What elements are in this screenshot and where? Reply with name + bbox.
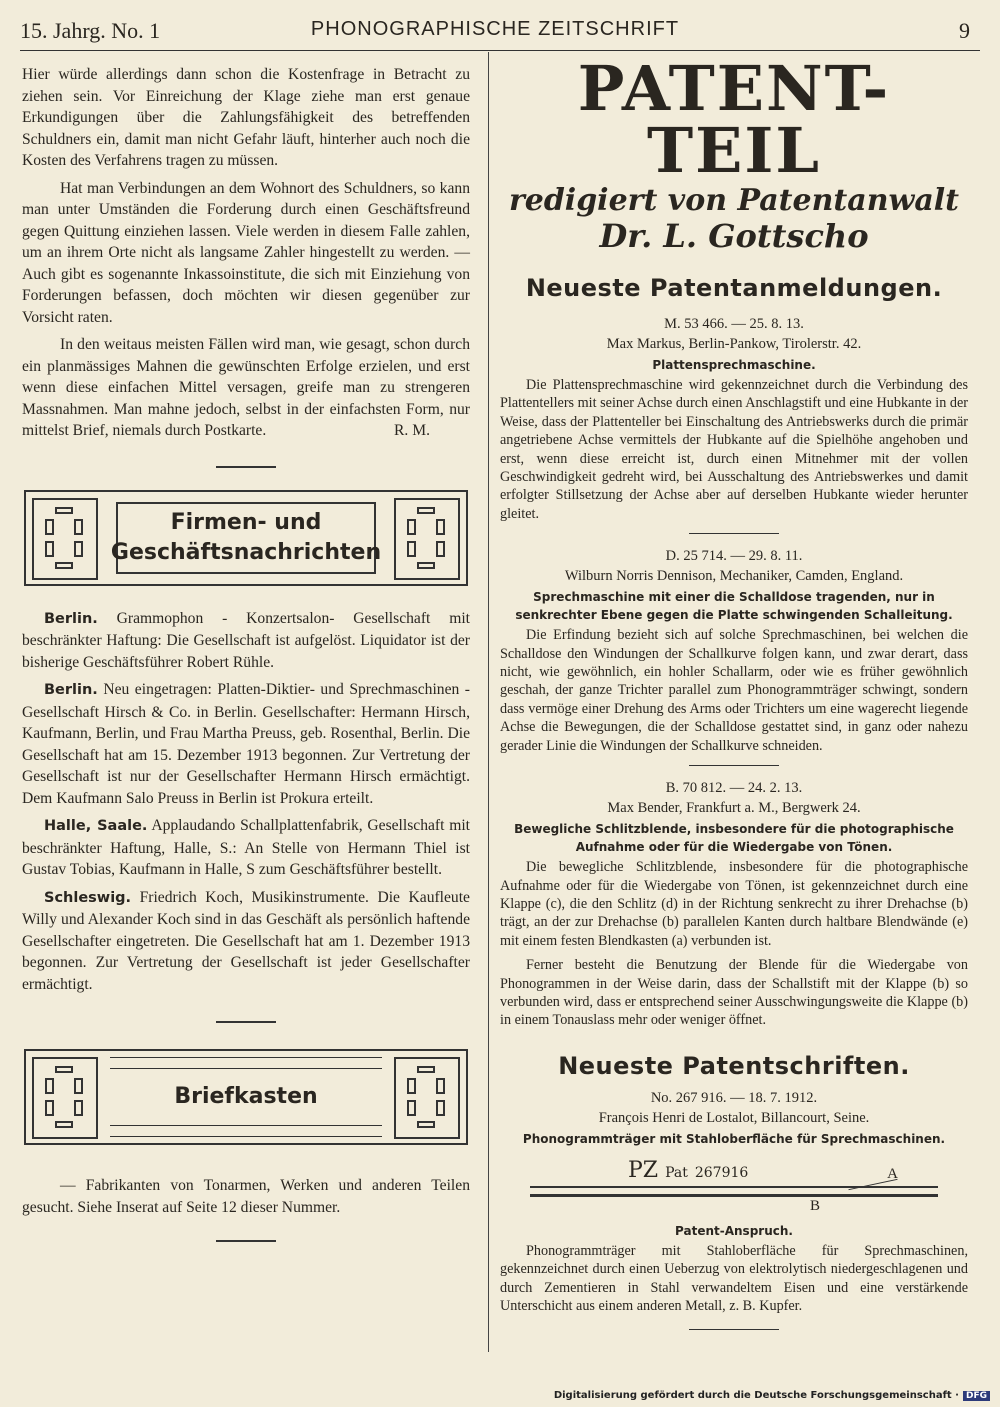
ornament-right (394, 498, 460, 580)
patent-applicant: Wilburn Norris Dennison, Mechaniker, Camden, England. (564, 568, 904, 585)
patent-entry (500, 546, 968, 755)
ornament-left (32, 498, 98, 580)
patent-masthead-subtitle: redigiert von Patentanwalt (508, 183, 960, 218)
section-divider (216, 1240, 276, 1242)
news-item: Berlin. Grammophon - Konzertsalon- Gesellschaft mit beschränkter Haftung: Die Gesellschaft ist aufgelöst. Liquidator ist der bisherige Geschäftsführer Robert Rühle. (22, 609, 470, 671)
header-rule (20, 50, 980, 51)
patent-applicant: François Henri de Lostalot, Billancourt, Seine. (598, 1109, 870, 1126)
column-rule (488, 52, 489, 1352)
patent-applicant: Max Markus, Berlin-Pankow, Tirolerstr. 42. (606, 336, 862, 352)
news-item: Berlin. Neu eingetragen: Platten-Diktier- und Sprechmaschinen - Gesellschaft Hirsch & Co. in Berlin. Gesellschafter: Hermann Hirsch, Kaufmann, Berlin, und Frau Martha Preuss, geb. Rosenthal, Berlin. Die Gesellschaft hat am 15. Dezember 1913 begonnen. Zur Vertretung der Gesellschaft ist nur der Gesellschafter Hermann Hirsch ermächtigt. Dem Kaufmann Salo Preuss in Berlin ist Prokura erteilt. (22, 681, 471, 807)
patent-number: D. 25 714. — 29. 8. 11. (665, 548, 803, 565)
patent-number: B. 70 812. — 24. 2. 13. (665, 780, 803, 797)
briefkasten-text: — Fabrikanten von Tonarmen, Werken und anderen Teilen gesucht. Siehe Inserat auf Seite 12 dieser Nummer. (22, 1177, 470, 1216)
left-column (22, 64, 470, 1264)
page-header (20, 18, 970, 46)
patent-title: Sprechmaschine mit einer die Schalldose tragenden, nur in senkrechter Ebene gegen die Platte schwingenden Schalleitung. (515, 590, 953, 623)
news-item: Halle, Saale. Applaudando Schallplattenfabrik, Gesellschaft mit beschränkter Haftung, Halle, S.: An Stelle von Hermann Thiel ist Gustav Tobias, Kaufmann in Halle, S zum Geschäftsführer bestellt. (22, 817, 470, 878)
ornament-right (394, 1057, 460, 1139)
patent-editor-name: Dr. L. Gottscho (599, 217, 869, 255)
patent-schrift-entry (500, 1088, 968, 1331)
entry-divider (689, 765, 779, 766)
patent-title: Phonogrammträger mit Stahloberfläche für Sprechmaschinen. (522, 1131, 946, 1146)
ornament-left (32, 1057, 98, 1139)
decorative-lines (110, 1125, 382, 1137)
patent-description: Die bewegliche Schlitzblende, insbesondere für die photographische Aufnahme oder für die Wiedergabe von Tönen, ist gekennzeichnet durch eine Klappe (c), die den Schlitz (d) in der Richtung senkrecht zu ihrer Drehachse (b) trägt, an der zur Drehachse (b) parallelen Kanten durch haltbare Blendwände (e) mit einem festen Blendkasten (a) verbunden ist. (500, 859, 968, 949)
briefkasten-heading: Briefkasten (174, 1084, 318, 1109)
firmen-heading-box (24, 490, 468, 586)
patent-description: Ferner besteht die Benutzung der Blende für die Wiedergabe von Phonogrammen in der Weise darin, dass der Schallstift mit der Klappe (b) so verbunden wird, dass er entsprechend seiner Ausschwingungsweite die Klappe (b) in einem Tonauslass mehr oder weniger öffnet. (500, 957, 968, 1029)
intro-paragraph-1: Hier würde allerdings dann schon die Kostenfrage in Betracht zu ziehen sein. Vor Einreichung der Klage ziehe man erst genaue Erkundigungen über die Zahlungsfähigkeit des betreffenden Schuldners ein, damit man nicht Gefahr läuft, hinterher auch noch die Kosten des Verfahrens tragen zu müssen. (22, 66, 470, 169)
figure-mark-a: A (887, 1165, 898, 1182)
ornament-icon (44, 1065, 84, 1129)
patent-entry (500, 314, 968, 523)
patent-description: Die Erfindung bezieht sich auf solche Sprechmaschinen, bei welchen die Schalldose den Windungen der Schallkurve folgen kann, und zwar derart, dass nicht, wie gewöhnlich, ein hohler Schallarm, oder wie es früher gewöhnlich geschah, der ganze Trichter parallel zum Phonogrammträger schwingt, sondern dass vermöge einer Drehung des Arms oder Trichters um eine wagerecht liegende Achse die Bewegungen, die der Schalldose gestattet sind, in ganz oder nahezu gerader Linie die Windungen der Schallkurve schneiden. (500, 627, 968, 754)
news-item: Schleswig. Friedrich Koch, Musikinstrumente. Die Kaufleute Willy und Alexander Koch sind in das Geschäft als persönlich haftende Gesellschafter eingetreten. Die Gesellschaft hat am 1. Dezember 1913 begonnen. Zur Vertretung der Gesellschaft ist jeder Gesellschafter ermächtigt. (22, 888, 470, 993)
company-news (22, 608, 470, 996)
volume-number: 15. Jahrg. No. 1 (20, 18, 161, 43)
section-heading-applications: Neueste Patentanmeldungen. (525, 274, 943, 302)
claim-title: Patent-Anspruch. (675, 1223, 793, 1238)
patent-figure (510, 1156, 958, 1216)
page-number: 9 (959, 18, 970, 43)
patent-title: Bewegliche Schlitzblende, insbesondere für die photographische Aufnahme oder für die Wiedergabe von Tönen. (514, 822, 954, 855)
ornament-icon (406, 1065, 446, 1129)
digitization-footer: Digitalisierung gefördert durch die Deutsche Forschungsgemeinschaft · DFG (554, 1390, 990, 1401)
patent-title: Plattensprechmaschine. (652, 358, 816, 372)
entry-divider (689, 1329, 779, 1330)
section-divider (216, 1021, 276, 1023)
firmen-heading: Firmen- und Geschäftsnachrichten (116, 502, 376, 574)
figure-label: PZ Pat 267916 (628, 1157, 749, 1183)
ornament-icon (406, 506, 446, 570)
patent-number: No. 267 916. — 18. 7. 1912. (650, 1089, 818, 1106)
article-signature: R. M. (394, 422, 430, 439)
dfg-logo: DFG (963, 1391, 990, 1401)
journal-title: PHONOGRAPHISCHE ZEITSCHRIFT (310, 18, 680, 40)
figure-plate (530, 1186, 938, 1197)
patent-applicant: Max Bender, Frankfurt a. M., Bergwerk 24. (607, 800, 861, 817)
patent-description: Die Plattensprechmaschine wird gekennzeichnet durch die Verbindung des Plattentellers mit seiner Achse durch einen Anschlagstift und eine Hubkante in der Weise, dass der Plattenteller bei Einschaltung des Antriebswerks durch die primär angetriebene Achse vermittels der Hubkante auf die Spielhöhe angehoben und erst, wenn diese erreicht ist, durch einen Mitnehmer mit der vollen Geschwindigkeit gedreht wird, bei Ausschaltung des Antriebswerkes und damit erfolgter Stillsetzung der Achse aber auf derselben Hubkante wieder herunter gleitet. (500, 377, 968, 522)
patent-number: M. 53 466. — 25. 8. 13. (664, 316, 804, 332)
figure-mark-b: B (810, 1197, 821, 1214)
section-divider (216, 466, 276, 468)
patent-entry (500, 778, 968, 1030)
briefkasten-heading-box (24, 1049, 468, 1145)
entry-divider (689, 533, 779, 534)
section-heading-patents: Neueste Patentschriften. (558, 1051, 910, 1080)
intro-paragraph-3: In den weitaus meisten Fällen wird man, wie gesagt, schon durch ein planmässiges Mahnen die gewünschten Erfolge erzielen, und erst wenn diese einfachen Mittel versagen, greife man zu strengeren Massnahmen. Man mahne jedoch, selbst in der einfachsten Form, nur mittelst Brief, niemals durch Postkarte. R. M. (22, 334, 470, 442)
right-column (500, 52, 968, 1342)
intro-paragraph-2: Hat man Verbindungen an dem Wohnort des Schuldners, so kann man unter Umständen die Forderung durch einen Geschäftsfreund gegen Quittung einziehen lassen. Viele werden in diesem Falle zahlen, um an ihrem Orte nicht als langsame Zahler hingestellt zu werden. — Auch gibt es sogenannte Inkassoinstitute, die sich mit Einziehung von Forderungen befassen, doch möchten wir diesen gegenüber zur Vorsicht raten. (22, 179, 470, 326)
ornament-icon (44, 506, 84, 570)
patent-masthead: PATENT-TEIL (577, 52, 891, 187)
claim-text: Phonogrammträger mit Stahloberfläche für Sprechmaschinen, gekennzeichnet durch einen Ueberzug von elektrolytisch niedergeschlagenen und durch Zementieren in Stahl verwandeltem Eisen und eine verstärkende Unterschicht aus einem anderen Metall, z. B. Kupfer. (500, 1242, 968, 1314)
